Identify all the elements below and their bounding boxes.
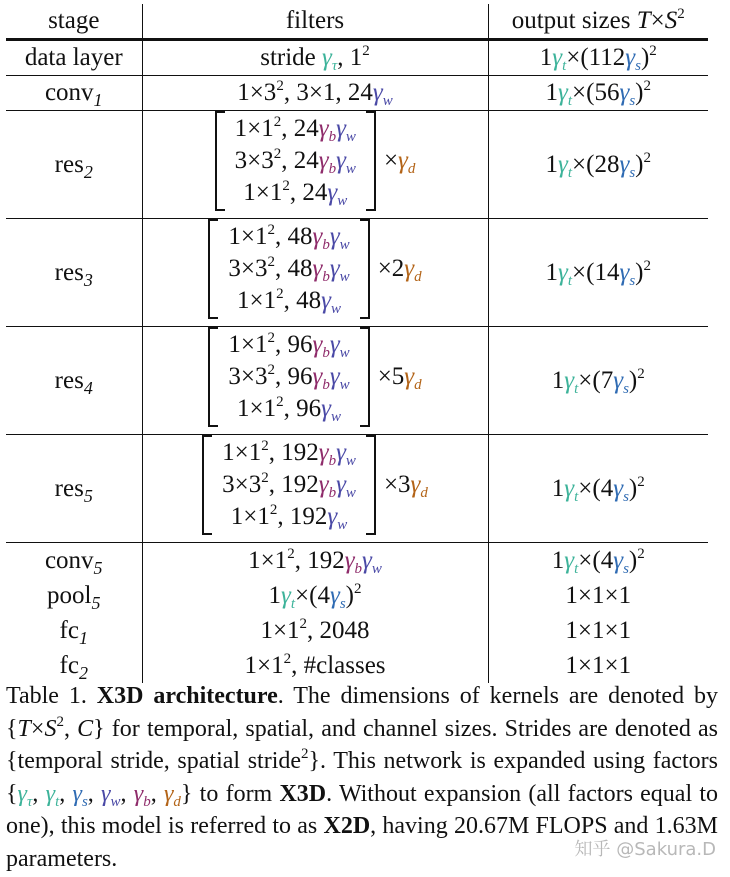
table-row-res5	[6, 435, 708, 543]
table-row-data-layer	[6, 40, 708, 76]
filters-cell: stride $\gamma_\tau$, $1^2$	[142, 40, 488, 76]
stage-cell: conv$_1$	[6, 76, 142, 111]
output-cell: $1\gamma_t\times(7\gamma_s)^2$	[488, 327, 708, 435]
filters-cell: $1\times 1^2$, $192\gamma_b\gamma_w$	[142, 543, 488, 579]
output-cell: $1\gamma_t\times(112\gamma_s)^2$	[488, 40, 708, 76]
filters-cell: $1\times 1^2$, $48\gamma_b\gamma_w$ $3\times 3^2$, $48\gamma_b\gamma_w$ $1\times 1^2$, $48\gamma_w$ $\times 2\gamma_d$	[142, 219, 488, 327]
table-row-fc1	[6, 613, 708, 648]
filters-cell: $1\times 1^2$, $96\gamma_b\gamma_w$ $3\times 3^2$, $96\gamma_b\gamma_w$ $1\times 1^2$, $96\gamma_w$ $\times 5\gamma_d$	[142, 327, 488, 435]
header-stage: stage	[6, 4, 142, 40]
stage-cell: data layer	[6, 40, 142, 76]
filters-cell: $1\times 3^2$, 3×1, $24\gamma_w$	[142, 76, 488, 111]
table-row-res4	[6, 327, 708, 435]
output-cell: $1\gamma_t\times(14\gamma_s)^2$	[488, 219, 708, 327]
stage-cell: res$_4$	[6, 327, 142, 435]
table-caption: Table 1. X3D architecture. The dimensions of kernels are denoted by {$T\times S^2$, C} for temporal, spatial, and channel sizes. Strides are denoted as {temporal stride, spatial stride$^2$}. This network is expanded using factors {$\gamma_\tau$, $\gamma_t$, $\gamma_s$, $\gamma_w$, $\gamma_b$, $\gamma_d$} to form X3D. Without expansion (all factors equal to one), this model is referred to as X2D, having 20.67M FLOPS and 1.63M parameters.	[6, 683, 719, 872]
header-row	[6, 4, 708, 40]
table-row-fc2	[6, 648, 708, 683]
table-row-res2	[6, 111, 708, 219]
output-cell: 1×1×1	[565, 616, 632, 644]
stage-cell: res$_3$	[6, 219, 142, 327]
table-row-conv1	[6, 76, 708, 111]
filters-cell: $1\times 1^2$, #classes	[142, 648, 488, 683]
caption-title: X3D architecture	[96, 683, 278, 709]
header-filters: filters	[142, 4, 488, 40]
left-bracket	[202, 435, 212, 535]
filters-cell: $1\times 1^2$, $192\gamma_b\gamma_w$ $3\times 3^2$, $192\gamma_b\gamma_w$ $1\times 1^2$, $192\gamma_w$ $\times 3\gamma_d$	[142, 435, 488, 543]
left-bracket	[208, 219, 218, 319]
output-cell: $1\gamma_t\times(4\gamma_s)^2$	[488, 435, 708, 543]
left-bracket	[208, 327, 218, 427]
stage-cell: conv$_5$	[44, 546, 103, 578]
table-row-pool5	[6, 578, 708, 613]
stage-cell: $fc_1$	[59, 616, 88, 648]
right-bracket	[366, 111, 376, 211]
table-row-res3	[6, 219, 708, 327]
stage-cell: res$_5$	[6, 435, 142, 543]
right-bracket	[360, 327, 370, 427]
stage-cell: $fc_2$	[59, 651, 88, 683]
output-cell: 1×1×1	[565, 651, 632, 679]
output-cell: $1\gamma_t\times(4\gamma_s)^2$	[551, 545, 645, 577]
header-output-sizes: output sizes $T\times S^2$	[488, 4, 708, 40]
filters-cell: $1\gamma_t\times(4\gamma_s)^2$	[142, 578, 488, 613]
filters-cell: $1\times 1^2$, $24\gamma_b\gamma_w$ $3\times 3^2$, $24\gamma_b\gamma_w$ $1\times 1^2$, $24\gamma_w$ $\times\gamma_d$	[142, 111, 488, 219]
right-bracket	[360, 219, 370, 319]
watermark: 知乎 @Sakura.D	[574, 839, 716, 860]
stage-cell: res$_2$	[6, 111, 142, 219]
architecture-table	[6, 4, 708, 683]
output-cell: $1\gamma_t\times(56\gamma_s)^2$	[488, 76, 708, 111]
architecture-table-container	[6, 4, 708, 683]
output-cell: $1\gamma_t\times(28\gamma_s)^2$	[488, 111, 708, 219]
filters-cell: $1\times 1^2$, 2048	[142, 613, 488, 648]
left-bracket	[215, 111, 225, 211]
output-cell: 1×1×1	[565, 581, 632, 609]
table-row-conv5	[6, 543, 708, 579]
stage-cell: pool$_5$	[47, 581, 101, 613]
right-bracket	[366, 435, 376, 535]
